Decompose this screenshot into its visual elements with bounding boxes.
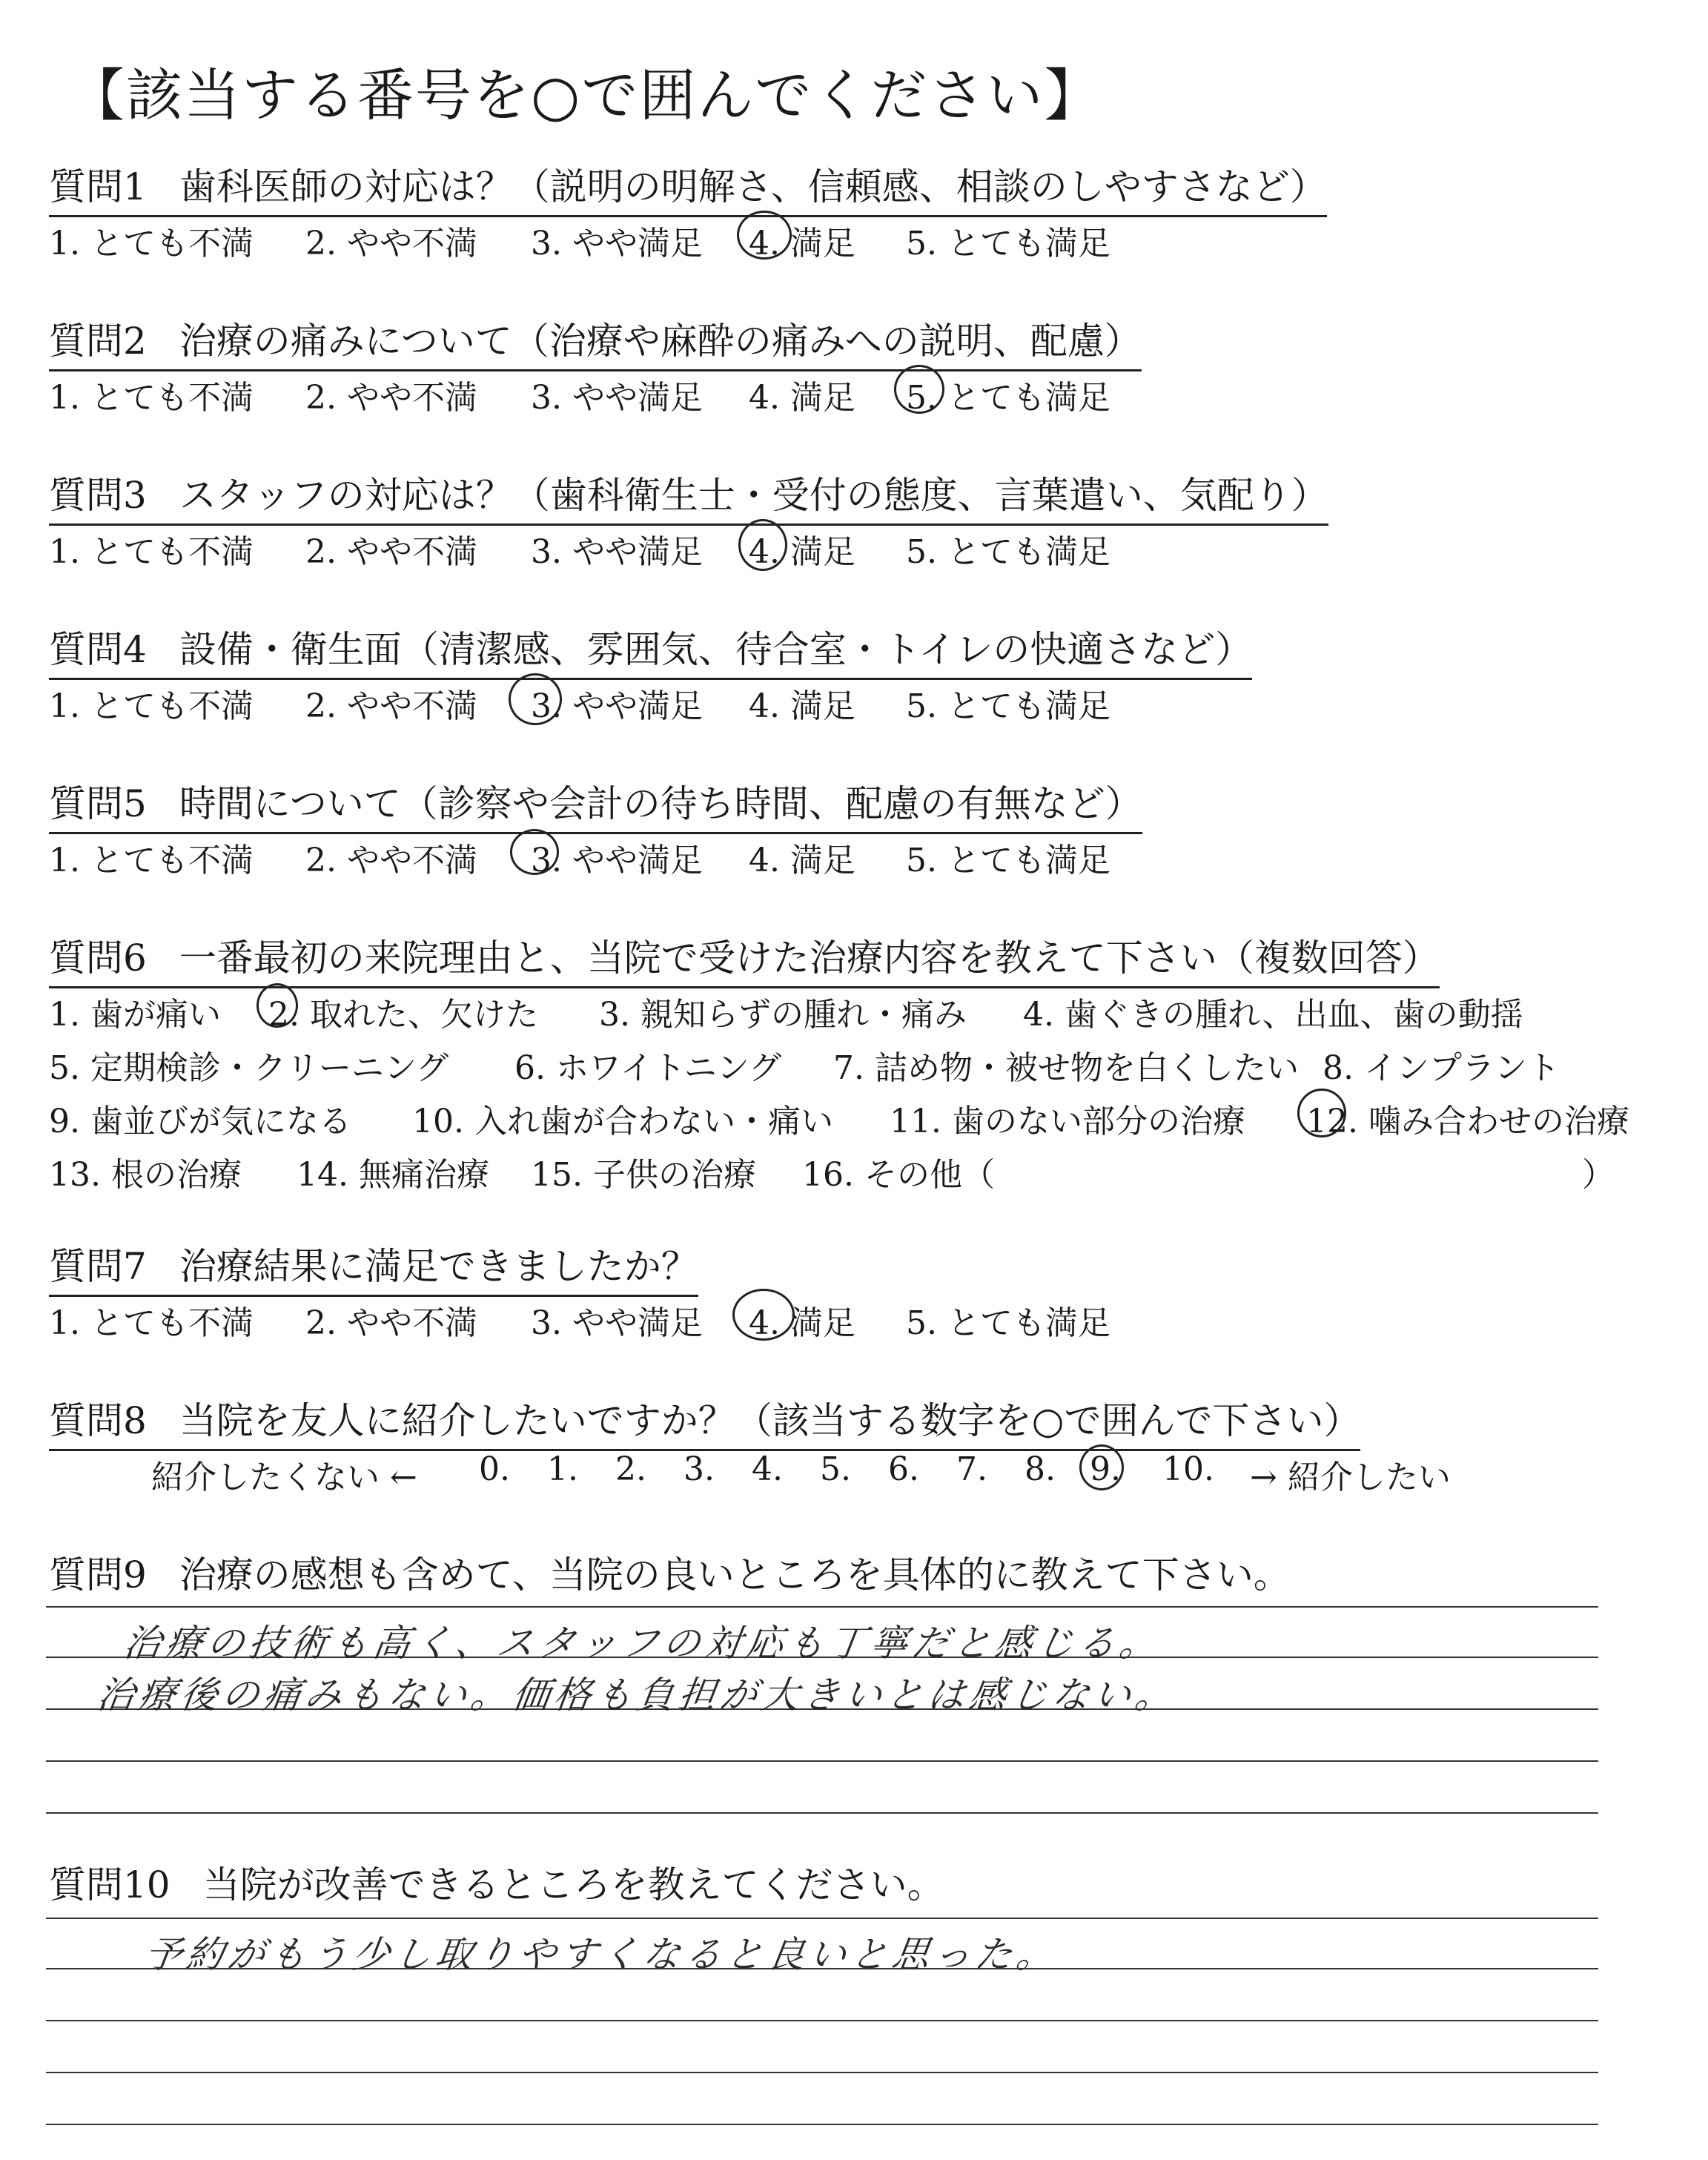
q6-selection-circle-12 (1297, 1089, 1346, 1137)
q8-scale-5[interactable]: 5. (820, 1450, 851, 1488)
question-7-title (49, 1237, 698, 1297)
question-3-text: スタッフの対応は？（歯科衛生士・受付の態度、言葉遣い、気配り） (179, 474, 1328, 517)
q6-option-10[interactable]: 10. 入れ歯が合わない・痛い (412, 1103, 833, 1140)
q10-answer-rule (46, 1918, 1598, 1919)
question-9-number: 質問9 (49, 1553, 147, 1596)
q8-right-label: → 紹介したい (1250, 1459, 1451, 1496)
question-3-title (49, 466, 1328, 526)
question-2-number: 質問2 (49, 320, 147, 363)
q7-option-4[interactable]: 4. 満足 (749, 1304, 855, 1342)
question-4-number: 質問4 (49, 628, 147, 671)
q8-scale-4[interactable]: 4. (752, 1450, 783, 1488)
q8-scale-6[interactable]: 6. (888, 1450, 919, 1488)
question-5-title (49, 774, 1142, 834)
q7-option-5[interactable]: 5. とても満足 (906, 1304, 1110, 1342)
question-4-text: 設備・衛生面（清潔感、雰囲気、待合室・トイレの快適さなど） (179, 628, 1253, 671)
question-4-title (49, 620, 1252, 680)
question-7-text: 治療結果に満足できましたか？ (179, 1245, 698, 1288)
q5-option-4[interactable]: 4. 満足 (749, 842, 855, 879)
q7-option-2[interactable]: 2. やや不満 (305, 1304, 477, 1342)
q8-left-label: 紹介したくない ← (151, 1459, 417, 1496)
q10-answer-rule (46, 2124, 1598, 2125)
q7-selection-circle (732, 1289, 795, 1341)
q4-option-3[interactable]: 3. やや満足 (531, 687, 703, 725)
q9-answer-rule (46, 1606, 1598, 1608)
question-3-number: 質問3 (49, 474, 147, 517)
q7-option-3[interactable]: 3. やや満足 (531, 1304, 703, 1342)
q6-option-13[interactable]: 13. 根の治療 (49, 1156, 242, 1194)
q8-scale-0[interactable]: 0. (479, 1450, 510, 1488)
q3-option-5[interactable]: 5. とても満足 (906, 533, 1110, 571)
question-1-number: 質問1 (49, 165, 147, 208)
q8-scale-2[interactable]: 2. (615, 1450, 646, 1488)
q5-option-5[interactable]: 5. とても満足 (906, 842, 1110, 879)
q3-option-3[interactable]: 3. やや満足 (531, 533, 703, 571)
q6-selection-circle-2 (256, 983, 298, 1028)
q1-selection-circle (737, 211, 792, 260)
question-2-title (49, 311, 1142, 371)
q6-option-2[interactable]: 2. 取れた、欠けた (268, 996, 538, 1034)
instruction-header: 【該当する番号を○で囲んでください】 (68, 62, 1102, 128)
question-9-title (49, 1545, 1291, 1603)
q2-option-5[interactable]: 5. とても満足 (906, 379, 1110, 417)
q3-selection-circle (738, 519, 787, 571)
question-7-number: 質問7 (49, 1245, 147, 1288)
q6-option-1[interactable]: 1. 歯が痛い (49, 996, 221, 1034)
q5-selection-circle (510, 829, 559, 875)
q10-answer-rule (46, 2020, 1598, 2021)
question-6-number: 質問6 (49, 937, 147, 980)
q9-answer-rule (46, 1812, 1598, 1814)
q8-selection-circle (1079, 1444, 1124, 1490)
q6-option-16-close-paren: ） (1582, 1156, 1615, 1194)
q2-selection-circle (894, 365, 944, 414)
q8-scale-9[interactable]: 9. (1090, 1450, 1121, 1488)
q1-option-2[interactable]: 2. やや不満 (305, 225, 477, 262)
q6-option-8[interactable]: 8. インプラント (1323, 1049, 1560, 1087)
q9-handwritten-answer-line-1: 治療の技術も高く、スタッフの対応も丁寧だと感じる。 (121, 1622, 1165, 1665)
q7-option-1[interactable]: 1. とても不満 (49, 1304, 254, 1342)
q6-option-7[interactable]: 7. 詰め物・被せ物を白くしたい (833, 1049, 1299, 1087)
q2-option-3[interactable]: 3. やや満足 (531, 379, 703, 417)
question-1-title (49, 157, 1327, 217)
q5-option-1[interactable]: 1. とても不満 (49, 842, 254, 879)
q8-scale-3[interactable]: 3. (683, 1450, 715, 1488)
question-1-text: 歯科医師の対応は？（説明の明解さ、信頼感、相談のしやすさなど） (179, 165, 1327, 208)
question-10-text: 当院が改善できるところを教えてください。 (202, 1863, 944, 1906)
q8-scale-8[interactable]: 8. (1025, 1450, 1056, 1488)
q1-option-5[interactable]: 5. とても満足 (906, 225, 1110, 262)
question-8-title (49, 1391, 1360, 1451)
question-6-text: 一番最初の来院理由と、当院で受けた治療内容を教えて下さい（複数回答） (179, 937, 1440, 980)
q1-option-4[interactable]: 4. 満足 (749, 225, 855, 262)
q6-option-5[interactable]: 5. 定期検診・クリーニング (49, 1049, 449, 1087)
q8-scale-10[interactable]: 10. (1162, 1450, 1214, 1488)
q5-option-2[interactable]: 2. やや不満 (305, 842, 477, 879)
question-9-text: 治療の感想も含めて、当院の良いところを具体的に教えて下さい。 (179, 1553, 1291, 1596)
q6-option-6[interactable]: 6. ホワイトニング (514, 1049, 782, 1087)
question-2-text: 治療の痛みについて（治療や麻酔の痛みへの説明、配慮） (179, 320, 1142, 363)
q6-option-16[interactable]: 16. その他（ (802, 1156, 995, 1194)
q6-option-15[interactable]: 15. 子供の治療 (531, 1156, 756, 1194)
q3-option-4[interactable]: 4. 満足 (749, 533, 855, 571)
question-10-title (49, 1855, 944, 1913)
question-8-number: 質問8 (49, 1399, 147, 1442)
q6-option-4[interactable]: 4. 歯ぐきの腫れ、出血、歯の動揺 (1023, 996, 1523, 1034)
question-10-number: 質問10 (49, 1863, 171, 1906)
q6-option-11[interactable]: 11. 歯のない部分の治療 (890, 1103, 1245, 1140)
q4-option-5[interactable]: 5. とても満足 (906, 687, 1110, 725)
q3-option-1[interactable]: 1. とても不満 (49, 533, 254, 571)
q6-option-9[interactable]: 9. 歯並びが気になる (49, 1103, 351, 1140)
q1-option-1[interactable]: 1. とても不満 (49, 225, 254, 262)
q4-option-1[interactable]: 1. とても不満 (49, 687, 254, 725)
q6-option-12[interactable]: 12. 噛み合わせの治療 (1306, 1103, 1629, 1140)
question-5-text: 時間について（診察や会計の待ち時間、配慮の有無など） (179, 782, 1142, 825)
question-6-title (49, 928, 1440, 988)
q5-option-3[interactable]: 3. やや満足 (531, 842, 703, 879)
q8-scale-1[interactable]: 1. (547, 1450, 578, 1488)
q2-option-4[interactable]: 4. 満足 (749, 379, 855, 417)
q2-option-1[interactable]: 1. とても不満 (49, 379, 254, 417)
q3-option-2[interactable]: 2. やや不満 (305, 533, 477, 571)
q10-answer-rule (46, 2072, 1598, 2073)
q4-selection-circle (509, 673, 562, 725)
q6-option-3[interactable]: 3. 親知らずの腫れ・痛み (599, 996, 967, 1034)
q1-option-3[interactable]: 3. やや満足 (531, 225, 703, 262)
q4-option-2[interactable]: 2. やや不満 (305, 687, 477, 725)
question-5-number: 質問5 (49, 782, 147, 825)
q8-scale-7[interactable]: 7. (956, 1450, 987, 1488)
question-8-text: 当院を友人に紹介したいですか？（該当する数字を○で囲んで下さい） (179, 1399, 1361, 1442)
q10-handwritten-answer-line-1: 予約がもう少し取りやすくなると良いと思った。 (142, 1933, 1062, 1976)
q9-handwritten-answer-line-2: 治療後の痛みもない。価格も負担が大きいとは感じない。 (94, 1674, 1180, 1717)
q6-option-14[interactable]: 14. 無痛治療 (297, 1156, 489, 1194)
q4-option-4[interactable]: 4. 満足 (749, 687, 855, 725)
q9-answer-rule (46, 1760, 1598, 1762)
q2-option-2[interactable]: 2. やや不満 (305, 379, 477, 417)
